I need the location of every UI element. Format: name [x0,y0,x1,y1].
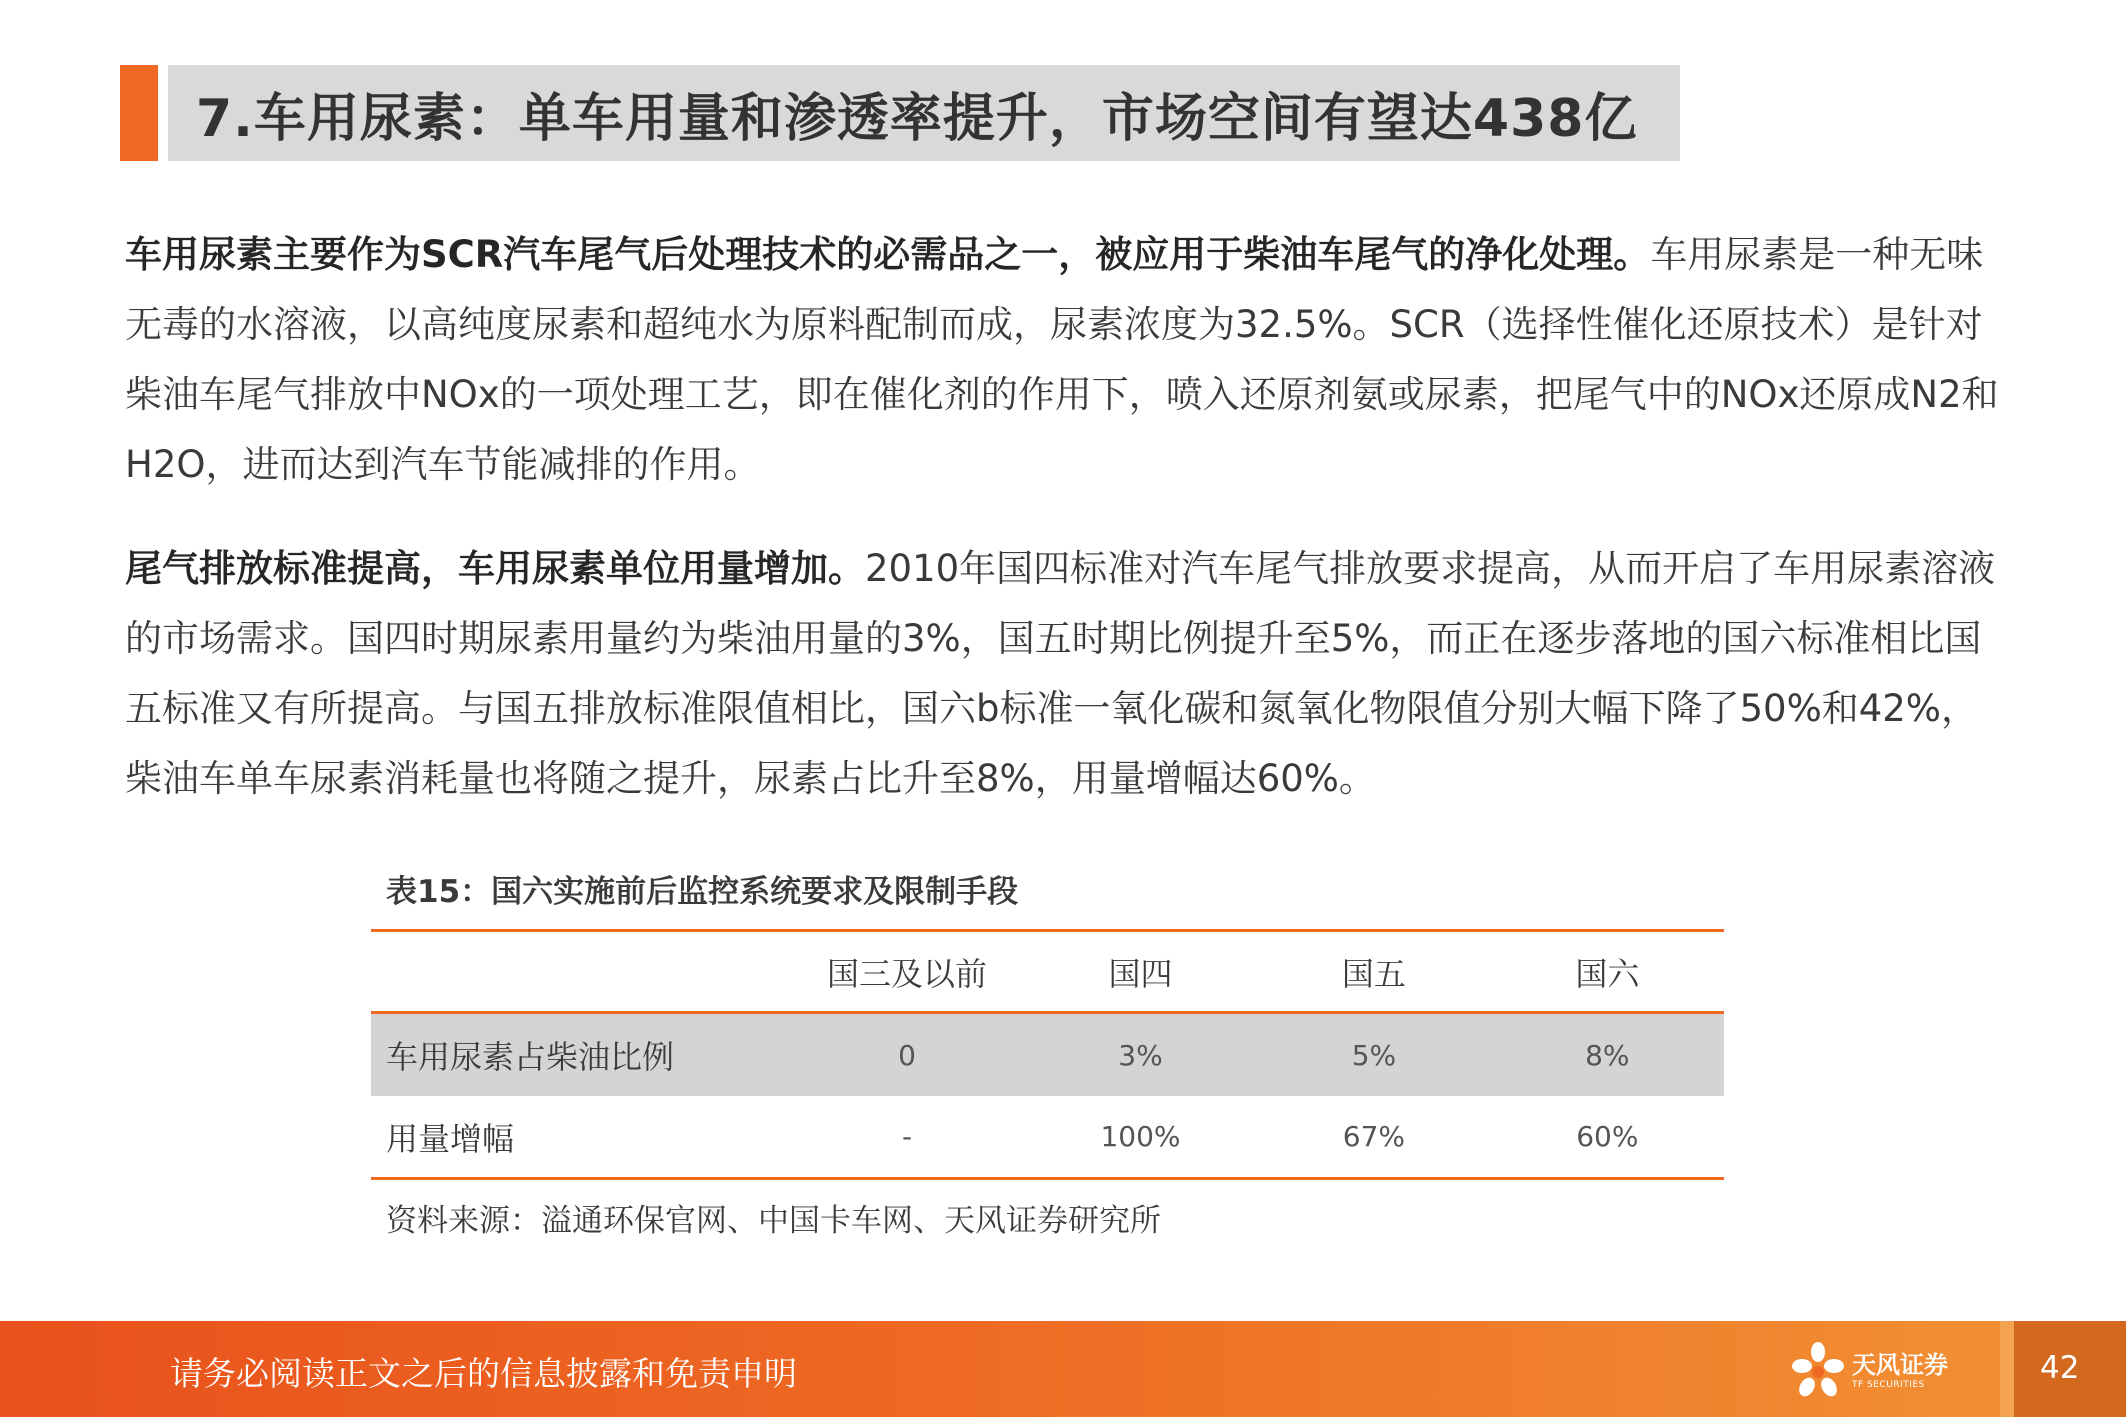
logo-english-name: TF SECURITIES [1852,1380,1925,1390]
page-title: 7.车用尿素：单车用量和渗透率提升，市场空间有望达438亿 [196,88,1638,149]
page-number-divider [2000,1321,2014,1417]
table-row-label: 车用尿素占柴油比例 [386,1038,675,1076]
table-caption: 表15：国六实施前后监控系统要求及限制手段 [386,874,1019,910]
table-header-cell: 国三及以前 [827,954,988,993]
table-row [371,1096,1724,1177]
paragraph-body: 2010年国四标准对汽车尾气排放要求提高，从而开启了车用尿素溶液的市场需求。国四时期尿素用量约为柴油用量的3%，国五时期比例提升至5%，而正在逐步落地的国六标准相比国五标准又有所提高。与国五排放标准限值相比，国六b标准一氧化碳和氮氧化物限值分别大幅下降了50%和42%，柴油车单车尿素消耗量也将随之提升，尿素占比升至8%，用量增幅达60%。 [125,547,1996,800]
table-row [371,1014,1724,1096]
table-cell: 0 [898,1038,916,1072]
logo-chinese-name: 天风证券 [1852,1351,1948,1379]
table-cell: 60% [1576,1120,1639,1153]
table-cell: 3% [1118,1038,1163,1072]
table-header-row [371,932,1724,1014]
title-accent-bar [120,65,158,161]
title-banner [168,65,1680,161]
brand-logo [1790,1338,1990,1404]
footer-disclaimer: 请务必阅读正文之后的信息披露和免责申明 [170,1354,797,1393]
flower-logo-icon [1790,1342,1846,1400]
paragraph-lead: 尾气排放标准提高，车用尿素单位用量增加。 [125,547,865,590]
paragraph-body: 车用尿素是一种无味无毒的水溶液，以高纯度尿素和超纯水为原料配制而成，尿素浓度为32.5%。SCR（选择性催化还原技术）是针对柴油车尾气排放中NOx的一项处理工艺，即在催化剂的作用下，喷入还原剂氨或尿素，把尾气中的NOx还原成N2和H2O，进而达到汽车节能减排的作用。 [125,233,1999,486]
table-row-label: 用量增幅 [386,1119,515,1158]
table-source: 资料来源：溢通环保官网、中国卡车网、天风证券研究所 [386,1203,1161,1239]
table-cell: 67% [1342,1120,1406,1153]
table-cell: - [902,1120,913,1153]
paragraph-lead: 车用尿素主要作为SCR汽车尾气后处理技术的必需品之一，被应用于柴油车尾气的净化处理。 [125,233,1651,276]
table-header-cell: 国五 [1341,954,1406,993]
table-header-cell: 国四 [1108,954,1173,993]
paragraph-scr-urea [125,220,2005,500]
paragraph-emission-standard [125,534,2005,814]
data-table [371,929,1724,1180]
table-cell: 100% [1100,1120,1181,1153]
page-number: 42 [2040,1350,2080,1386]
table-cell: 5% [1351,1038,1397,1072]
table-header-cell: 国六 [1575,954,1640,993]
table-cell: 8% [1585,1038,1630,1072]
